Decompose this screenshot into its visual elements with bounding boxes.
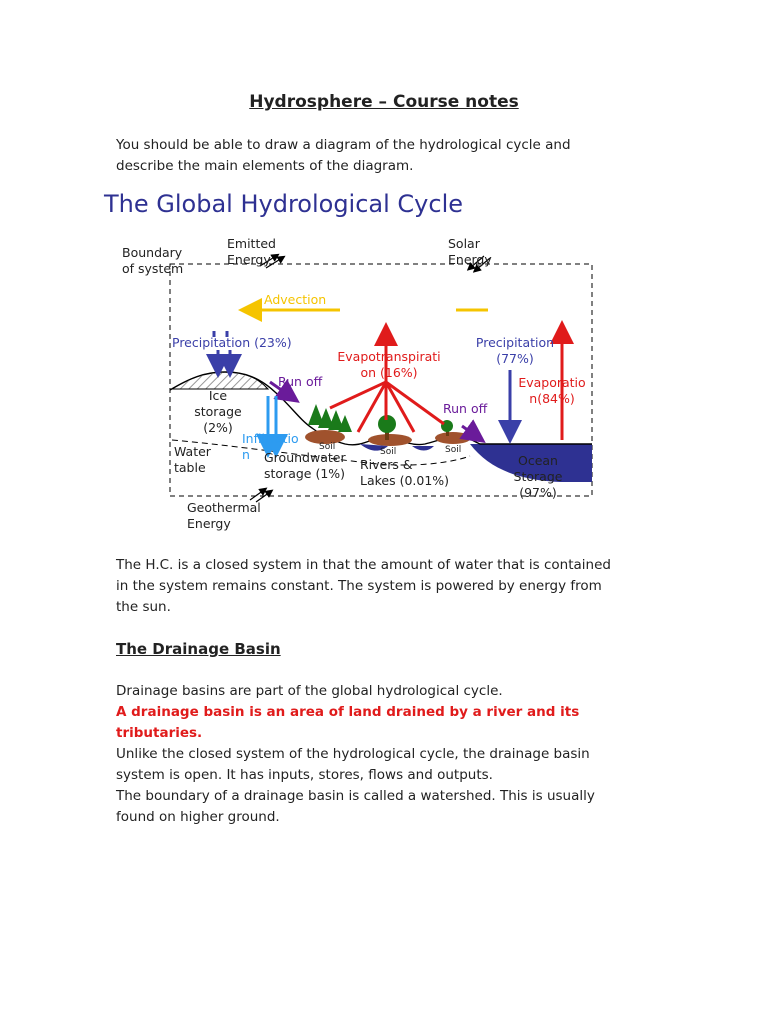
soil-label: Soil xyxy=(445,445,462,455)
rivers-lakes-label: Rivers & Lakes (0.01%) xyxy=(360,457,450,488)
hc-line: in the system remains constant. The system is powered by energy from xyxy=(116,578,602,594)
groundwater-label: Groundwater storage (1%) xyxy=(264,450,346,481)
evaporation-label: Evaporatio n(84%) xyxy=(518,375,586,406)
drainage-definition: tributaries. xyxy=(116,725,203,741)
runoff-left-label: Run off xyxy=(278,374,323,389)
hc-line: The H.C. is a closed system in that the amount of water that is contained xyxy=(116,557,611,573)
drainage-line: The boundary of a drainage basin is called a watershed. This is usually xyxy=(116,788,595,804)
page-title: Hydrosphere – Course notes xyxy=(249,92,519,112)
ocean-storage-label: Ocean Storage (97%) xyxy=(513,453,563,500)
evapo-line xyxy=(386,382,444,424)
emitted-energy-label: Emitted Energy xyxy=(227,236,276,267)
diagram-heading: The Global Hydrological Cycle xyxy=(104,190,464,218)
soil-label: Soil xyxy=(380,447,397,457)
solar-energy-label: Solar Energy xyxy=(448,236,492,267)
intro-line: describe the main elements of the diagram. xyxy=(116,158,414,174)
drainage-definition: A drainage basin is an area of land drained by a river and its xyxy=(116,704,580,720)
river-lake xyxy=(412,446,434,451)
ice-storage-label: Ice storage (2%) xyxy=(194,388,242,435)
drainage-line: Drainage basins are part of the global hydrological cycle. xyxy=(116,683,503,699)
infiltration-label: Infiltratio n xyxy=(242,431,299,462)
drainage-heading: The Drainage Basin xyxy=(116,640,281,658)
evapotranspiration-label: Evapotranspirati on (16%) xyxy=(337,349,441,380)
tree-cluster xyxy=(308,404,352,432)
precipitation-right-label: Precipitation (77%) xyxy=(475,335,555,366)
drainage-line: system is open. It has inputs, stores, flows and outputs. xyxy=(116,767,493,783)
advection-label: Advection xyxy=(264,292,327,307)
soil-label: Soil xyxy=(319,442,336,452)
boundary-label: Boundary of system xyxy=(122,245,184,276)
geothermal-energy-label: Geothermal Energy xyxy=(187,500,261,531)
intro-line: You should be able to draw a diagram of the hydrological cycle and xyxy=(116,137,571,153)
water-table-label: Water table xyxy=(174,444,211,475)
drainage-paragraph xyxy=(116,681,656,828)
drainage-line: found on higher ground. xyxy=(116,809,280,825)
runoff-right-label: Run off xyxy=(443,401,488,416)
drainage-line: Unlike the closed system of the hydrological cycle, the drainage basin xyxy=(116,746,590,762)
precipitation-left-label: Precipitation (23%) xyxy=(172,335,292,350)
hc-line: the sun. xyxy=(116,599,171,615)
hc-paragraph xyxy=(116,555,656,618)
